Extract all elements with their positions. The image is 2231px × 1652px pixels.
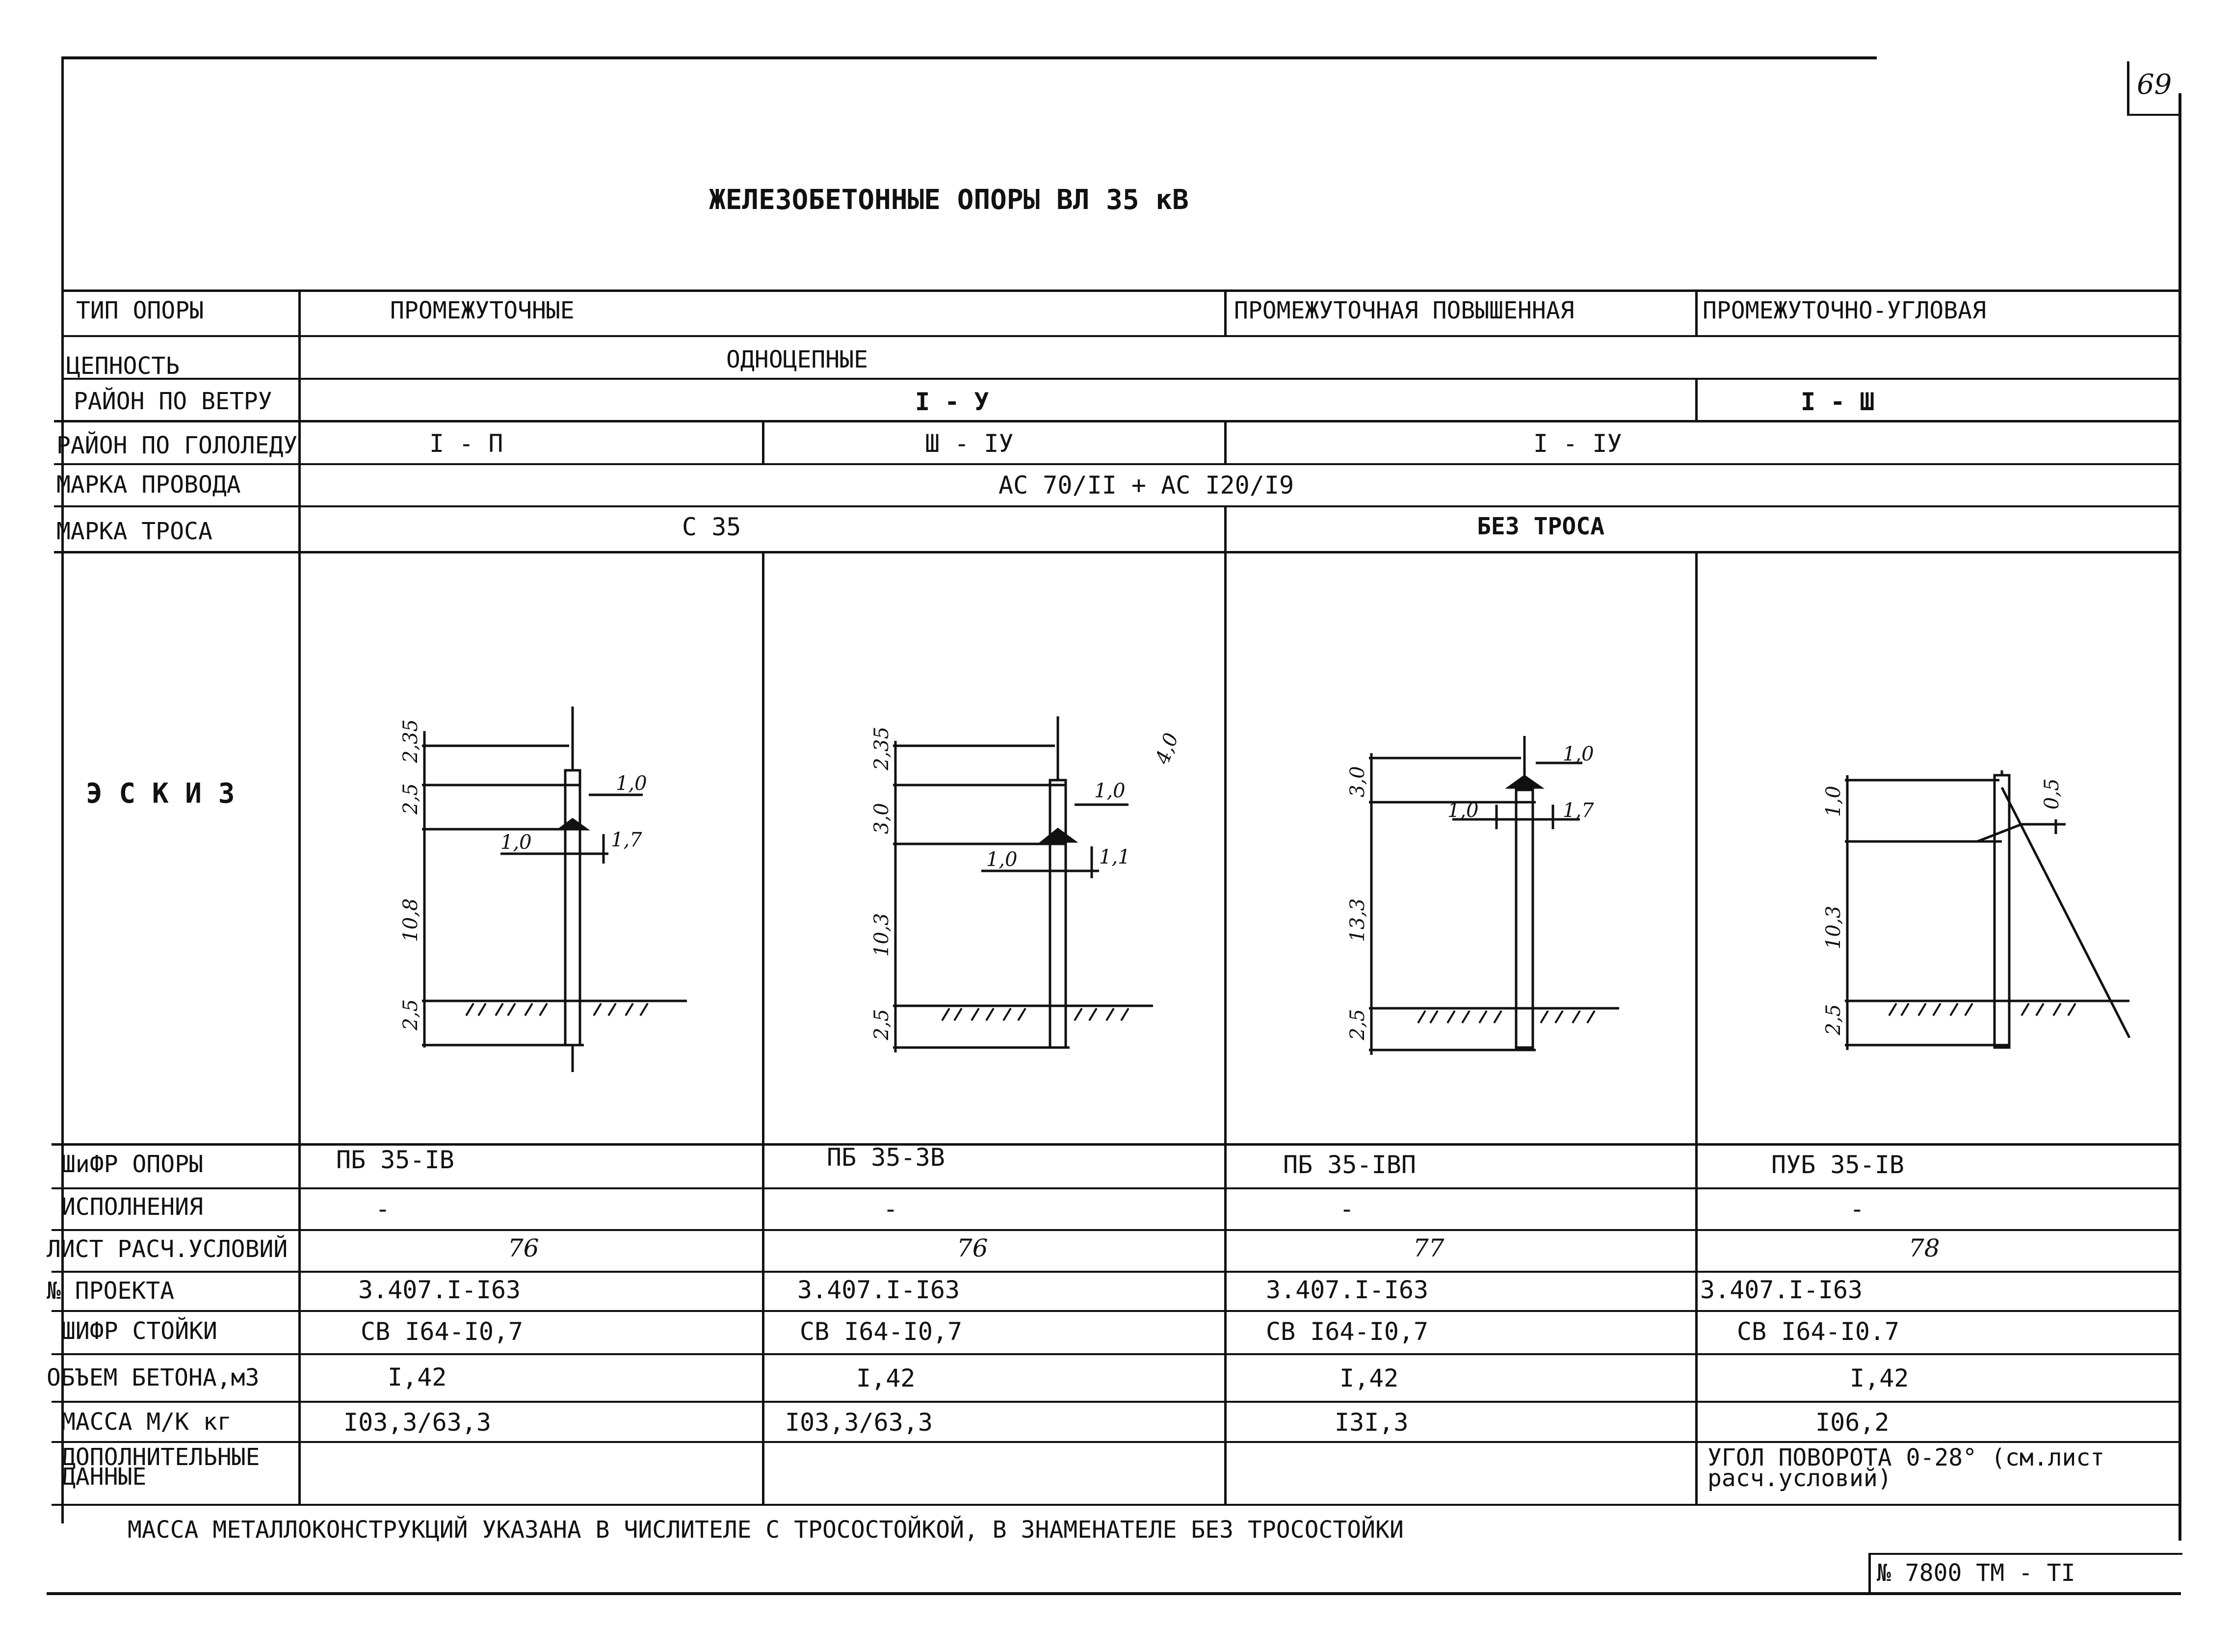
svg-text:13,3: 13,3	[1346, 898, 1369, 942]
sketch-2	[870, 716, 1183, 1052]
col3-mass: I3I,3	[1335, 1408, 1409, 1437]
svg-text:1,0: 1,0	[500, 831, 532, 854]
page-number: 69	[2137, 69, 2172, 101]
svg-text:1,0: 1,0	[616, 772, 647, 795]
svg-text:1,7: 1,7	[1563, 799, 1594, 822]
col3-sheet: 77	[1413, 1234, 1444, 1262]
row-label-version: ИСПОЛНЕНИЯ	[61, 1193, 203, 1221]
col4-post: СВ I64-I0.7	[1737, 1317, 1900, 1346]
col4-code: ПУБ 35-IB	[1771, 1151, 1904, 1179]
svg-text:2,5: 2,5	[399, 783, 422, 814]
wind-value-main: I - У	[915, 388, 989, 416]
svg-text:3,0: 3,0	[1346, 766, 1369, 797]
col3-concrete: I,42	[1339, 1364, 1399, 1392]
row-label-concrete: ОБЪЕМ БЕТОНА,м3	[47, 1364, 260, 1391]
row-label-wind: РАЙОН ПО ВЕТРУ	[74, 388, 272, 415]
svg-text:2,35: 2,35	[870, 726, 893, 770]
col4-project: 3.407.I-I63	[1700, 1276, 1863, 1304]
svg-text:1,1: 1,1	[1099, 846, 1130, 868]
col3-project: 3.407.I-I63	[1266, 1276, 1429, 1304]
svg-text:3,0: 3,0	[870, 803, 893, 834]
sketch-1	[399, 707, 687, 1072]
cable-value-none: БЕЗ ТРОСА	[1477, 513, 1605, 540]
svg-text:2,35: 2,35	[399, 719, 422, 763]
col2-sheet: 76	[957, 1234, 988, 1262]
row-label-extra: ДОПОЛНИТЕЛЬНЫЕ ДАННЫЕ	[61, 1443, 260, 1491]
svg-text:2,5: 2,5	[870, 1009, 893, 1040]
col2-code: ПБ 35-3В	[827, 1143, 945, 1172]
col1-project: 3.407.I-I63	[358, 1276, 521, 1304]
col2-post: СВ I64-I0,7	[800, 1317, 963, 1346]
svg-text:2,5: 2,5	[1346, 1009, 1369, 1040]
svg-text:4,0: 4,0	[1151, 730, 1183, 767]
svg-text:2,5: 2,5	[399, 999, 422, 1030]
svg-text:1,0: 1,0	[986, 848, 1018, 871]
col3-code: ПБ 35-IВП	[1283, 1151, 1416, 1179]
cable-value-c35: С 35	[682, 513, 741, 541]
footnote: МАССА МЕТАЛЛОКОНСТРУКЦИЙ УКАЗАНА В ЧИСЛИТЕЛЕ С ТРОСОСТОЙКОЙ, В ЗНАМЕНАТЕЛЕ БЕЗ ТРОСОСТОЙКИ	[128, 1516, 1404, 1544]
svg-text:1,0: 1,0	[1563, 743, 1594, 765]
col4-mass: I06,2	[1815, 1408, 1890, 1437]
svg-text:1,7: 1,7	[611, 829, 642, 851]
row-label-cable: МАРКА ТРОСА	[56, 518, 212, 545]
row-label-ice: РАЙОН ПО ГОЛОЛЕДУ	[56, 432, 298, 459]
type-angle: ПРОМЕЖУТОЧНО-УГЛОВАЯ	[1703, 297, 1986, 324]
type-raised: ПРОМЕЖУТОЧНАЯ ПОВЫШЕННАЯ	[1234, 297, 1575, 324]
page-title: ЖЕЛЕЗОБЕТОННЫЕ ОПОРЫ ВЛ 35 кВ	[709, 184, 1189, 216]
row-label-code: ШиФР ОПОРЫ	[61, 1151, 203, 1178]
wind-value-angle: I - Ш	[1801, 388, 1875, 416]
row-label-wire: МАРКА ПРОВОДА	[56, 471, 241, 498]
type-intermediate: ПРОМЕЖУТОЧНЫЕ	[390, 297, 575, 324]
col2-version: -	[883, 1195, 898, 1223]
doc-number: № 7800 ТМ - ТI	[1877, 1559, 2075, 1587]
col4-concrete: I,42	[1850, 1364, 1909, 1392]
col2-project: 3.407.I-I63	[797, 1276, 960, 1304]
row-label-sketch: Э С К И З	[86, 778, 235, 810]
svg-text:1,0: 1,0	[1094, 780, 1126, 802]
svg-text:10,8: 10,8	[399, 898, 422, 942]
col4-sheet: 78	[1909, 1234, 1940, 1262]
col2-mass: I03,3/63,3	[785, 1408, 933, 1437]
col3-version: -	[1339, 1195, 1355, 1223]
sketch-4	[1822, 770, 2129, 1050]
wire-value: АС 70/II + АС I20/I9	[998, 471, 1294, 499]
ice-value-1: I - П	[429, 429, 503, 458]
circuits-value: ОДНОЦЕПНЫЕ	[726, 346, 868, 373]
svg-text:2,5: 2,5	[1822, 1004, 1845, 1035]
col3-post: СВ I64-I0,7	[1266, 1317, 1429, 1346]
col1-sheet: 76	[508, 1234, 539, 1262]
col1-mass: I03,3/63,3	[343, 1408, 492, 1437]
row-label-project: № ПРОЕКТА	[47, 1277, 175, 1305]
col1-code: ПБ 35-IB	[336, 1146, 454, 1174]
svg-text:10,3: 10,3	[1822, 905, 1845, 949]
col2-concrete: I,42	[856, 1364, 916, 1392]
row-label-sheet: ЛИСТ РАСЧ.УСЛОВИЙ	[47, 1235, 288, 1263]
row-label-mass: МАССА М/К кг	[61, 1408, 232, 1436]
col1-concrete: I,42	[388, 1363, 447, 1391]
row-label-post: ШИФР СТОЙКИ	[61, 1317, 217, 1345]
svg-text:1,0: 1,0	[1822, 786, 1845, 817]
svg-text:1,0: 1,0	[1447, 799, 1479, 822]
svg-text:10,3: 10,3	[870, 913, 893, 957]
col4-extra: УГОЛ ПОВОРОТА 0-28° (см.лист расч.условий)	[1707, 1444, 2105, 1492]
col1-post: СВ I64-I0,7	[361, 1317, 524, 1346]
ice-value-2: Ш - IУ	[925, 429, 1014, 458]
col4-version: -	[1850, 1195, 1865, 1223]
col1-version: -	[375, 1195, 391, 1223]
row-label-circuits: ЦЕПНОСТЬ	[66, 352, 180, 380]
row-label-type: ТИП ОПОРЫ	[76, 297, 204, 324]
sketch-3	[1346, 736, 1619, 1055]
svg-text:0,5: 0,5	[2041, 778, 2063, 810]
ice-value-3: I - IУ	[1533, 429, 1622, 458]
